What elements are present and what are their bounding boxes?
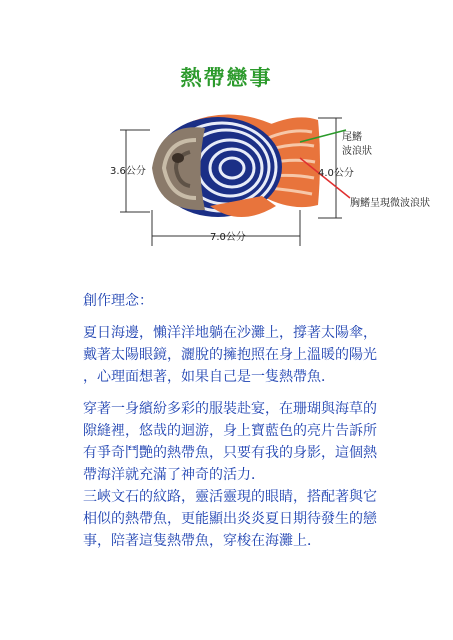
paragraph-line: 夏日海邊，懶洋洋地躺在沙灘上，撐著太陽傘， [83, 325, 377, 341]
paragraph-2 [83, 398, 383, 486]
paragraph-line: 相似的熱帶魚，更能顯出炎炎夏日期待發生的戀 [83, 511, 377, 527]
tail-note-line2: 波浪狀 [342, 146, 372, 157]
concept-heading: 創作理念： [83, 293, 153, 309]
paragraph-line: 戴著太陽眼鏡，灑脫的擁抱照在身上溫暖的陽光 [83, 347, 377, 363]
paragraph-line: 帶海洋就充滿了神奇的活力． [83, 467, 265, 483]
fish-diagram [0, 0, 453, 260]
fish-illustration [0, 0, 453, 260]
length-label: 7.0公分 [210, 232, 246, 243]
paragraph-3 [83, 486, 383, 552]
tail-height-label: 4.0公分 [318, 168, 354, 179]
paragraph-line: 三峽文石的紋路，靈活靈現的眼睛，搭配著與它 [83, 489, 377, 505]
paragraph-line: 隙縫裡，悠哉的迴游，身上寶藍色的亮片告訴所 [83, 423, 377, 439]
paragraph-line: 有爭奇鬥艷的熱帶魚，只要有我的身影，這個熱 [83, 445, 377, 461]
paragraph-line: ，心理面想著，如果自己是一隻熱帶魚． [83, 369, 335, 385]
height-label: 3.6公分 [110, 166, 146, 177]
paragraph-line: 穿著一身繽紛多彩的服裝赴宴，在珊瑚與海草的 [83, 401, 377, 417]
tail-note-line1: 尾鰭 [342, 132, 362, 143]
paragraph-line: 事，陪著這隻熱帶魚，穿梭在海灘上． [83, 533, 321, 549]
paragraph-1 [83, 322, 383, 388]
pectoral-note: 胸鰭呈現微波浪狀 [350, 198, 430, 209]
page-title: 熱帶戀事 [180, 66, 273, 90]
